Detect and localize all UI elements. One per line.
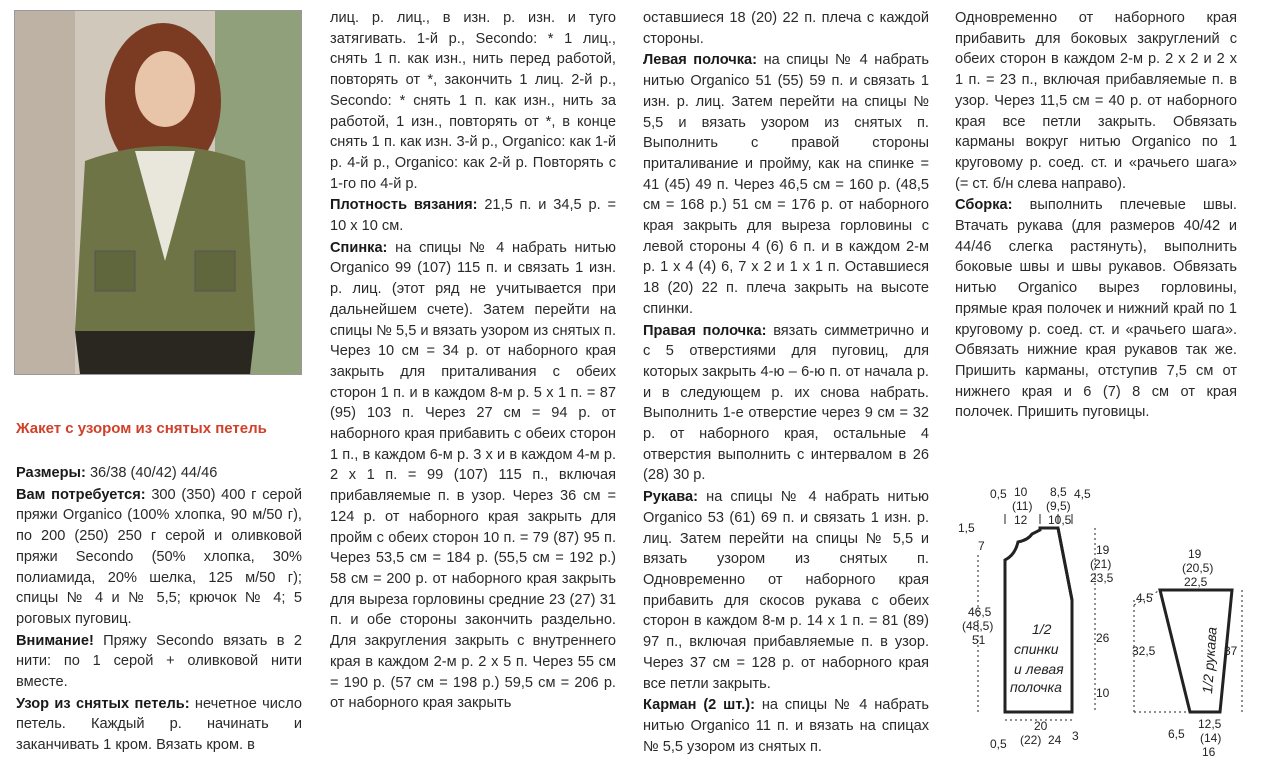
body-caption-1: 1/2 [1032, 621, 1052, 637]
body-dim-right-1: (21) [1090, 557, 1112, 571]
body-dim-bottom-4: 3 [1072, 729, 1079, 743]
right-front-paragraph [643, 321, 929, 487]
back-label: Спинка: [330, 239, 388, 256]
attention-label: Внимание! [16, 632, 94, 649]
body-dim-bottom-1: 20 [1034, 719, 1048, 733]
pocket-label: Карман (2 шт.): [643, 697, 755, 714]
materials-text: 300 (350) 400 г серой пряжи Organico (100% хлопка, 90 м/50 г), по 200 (250) 250 г серой и оливковой пряжи Secondo (50% хлопка, 30% полиамида, 20% шелка, 125 м/50 г); спицы № 4 и № 5,5; крючок № 4; 5 роговых пуговиц. [16, 486, 302, 627]
column-4 [955, 8, 1237, 424]
materials-paragraph [16, 485, 302, 630]
sleeves-text: на спицы № 4 набрать нитью Organico 53 (61) 69 п. и связать 1 изн. р. лиц. Затем перейти на спицы № 5,5 и вязать узором из снятых п. Одновременно от наборного края прибавить для скосов рукава с обеих сторон в каждом 8-м р. 14 х 1 п. = 81 (89) 97 п., включая прибавляемые п. в узор. Через 37 см = 128 р. от наборного края все петли закрыть. [643, 489, 929, 692]
pattern-schematic [950, 480, 1250, 770]
assembly-text: выполнить плечевые швы. Втачать рукава (для размеров 40/42 и 44/46 слегка растянуть), выполнить боковые швы и швы рукавов. Обвязать нитью Organico вырез горловины, прямые края полочек и нижний край по 1 круговому р. соед. ст. и «рачьего шага». Обвязать нижние края рукавов так же. Пришить карманы, отступив 7,5 см от нижнего края и 6 (7) 8 см от края полочек. Пришить пуговицы. [955, 197, 1237, 421]
sleeve-dim-bottom-3: 16 [1202, 745, 1216, 759]
body-dim-top-1: 10 [1014, 485, 1028, 499]
right-front-text: вязать симметрично и с 5 отверстиями для пуговиц, для которых закрыть 4-ю – 6-ю п. от начала р. и в следующем р. их снова набрать. Выполнить 1-е отверстие через 9 см = 32 р. от наборного края, остальные 4 отверстия выполнить с интервалом в 26 (28) 30 р. [643, 322, 929, 484]
sleeve-dim-bottom-0: 6,5 [1168, 727, 1185, 741]
body-dim-right-0: 19 [1096, 543, 1110, 557]
body-dim-top-7: 4,5 [1074, 487, 1091, 501]
column-1 [16, 463, 302, 757]
attention-paragraph [16, 631, 302, 693]
body-dim-left-3: (48,5) [962, 619, 994, 633]
pattern-continued: лиц. р. лиц., в изн. р. изн. и туго затягивать. 1-й р., Secondo: * 1 лиц., снять 1 п. как изн., нить перед работой, повторять от *, закончить 1 лиц. 2-й р., Secondo: * снять 1 п. как изн., нить за работой, 1 изн., повторять от *, в конце снять 1 п. как изн. 3-й р., Organico: как 1-й р. 4-й р., Organico: как 2-й р. Повторять с 1-го по 4-й р. [330, 10, 616, 192]
body-dim-right-2: 23,5 [1090, 571, 1114, 585]
right-front-label: Правая полочка: [643, 322, 767, 339]
body-dim-bottom-0: 0,5 [990, 737, 1007, 751]
body-dim-top-2: (11) [1012, 499, 1033, 513]
density-text: 21,5 п. и 34,5 р. = 10 х 10 см. [330, 197, 616, 235]
pocket-continued: Одновременно от наборного края прибавить для боковых закруглений с обеих сторон в каждом 2-м р. 2 х 2 и 2 х 1 п. = 23 п., включая прибавляемые п. в узор. Через 11,5 см = 40 р. от наборного края все петли закрыть. Обвязать карманы вокруг нитью Organico по 1 круговому р. соед. ст. и «рачьего шага» (= ст. б/н слева направо). [955, 10, 1237, 192]
back-paragraph [330, 238, 616, 714]
assembly-paragraph [955, 195, 1237, 423]
body-dim-left-0: 1,5 [958, 521, 975, 535]
body-dim-bottom-2: (22) [1020, 733, 1042, 747]
pocket-text: на спицы № 4 набрать нитью Organico 11 п. и вязать на спицах № 5,5 узором из снятых п. [643, 697, 929, 755]
left-front-label: Левая полочка: [643, 52, 758, 69]
pattern-paragraph [16, 694, 302, 756]
sleeve-caption: 1/2 рукава [1199, 626, 1220, 695]
sleeve-dim-top-1: (20,5) [1182, 561, 1214, 575]
sleeve-labels [1132, 547, 1238, 759]
sleeve-dim-bottom-1: 12,5 [1198, 717, 1222, 731]
body-dim-left-1: 7 [978, 539, 985, 553]
body-caption-3: и левая [1014, 661, 1064, 677]
body-dim-right-3: 26 [1096, 631, 1110, 645]
model-photo [14, 10, 302, 375]
sleeve-dim-left-1: 32,5 [1132, 644, 1156, 658]
body-caption-2: спинки [1014, 641, 1059, 657]
body-caption-4: полочка [1010, 679, 1062, 695]
assembly-label: Сборка: [955, 197, 1013, 214]
pattern-label: Узор из снятых петель: [16, 695, 190, 712]
sleeve-dim-top-2: 22,5 [1184, 575, 1208, 589]
sleeve-dim-bottom-2: (14) [1200, 731, 1222, 745]
pocket-paragraph [643, 695, 929, 757]
attention-text: Пряжу Secondo вязать в 2 нити: по 1 серой + оливковой нити вместе. [16, 632, 302, 691]
body-dim-top-4: 8,5 [1050, 485, 1067, 499]
sizes-label: Размеры: [16, 465, 86, 481]
left-front-paragraph [643, 50, 929, 319]
model-illustration [15, 11, 301, 374]
sleeve-dim-top-0: 19 [1188, 547, 1202, 561]
body-dim-right-4: 10 [1096, 686, 1110, 700]
left-front-text: на спицы № 4 набрать нитью Organico 51 (55) 59 п. и связать 1 изн. р. лиц. Затем перейти на спицы № 5,5 и вязать узором из снятых п. Выполнить с правой стороны приталивание и пройму, как на спинке = 41 (45) 49 п. Через 46,5 см = 160 р. (48,5 см = 168 р.) 51 см = 176 р. от наборного края закрыть для выреза горловины с левой стороны 4 (6) 6 п. и в каждом 2-м р. 1 х 4 (4) 6, 7 х 2 и 1 х 1 п. Оставшиеся 18 (20) 22 п. плеча закрыть на высоте спинки. [643, 52, 929, 317]
back-text: на спицы № 4 набрать нитью Organico 99 (107) 115 п. и связать 1 изн. р. лиц. (этот ряд не учитывается при дальнейшем счете). Затем перейти на спицы № 5,5 и вязать узором из снятых п. Через 10 см = 34 р. от наборного края закрыть для приталивания с обеих сторон 1 п. и в каждом 8-м р. 5 х 1 п. = 87 (95) 103 п. Через 27 см = 94 р. от наборного края прибавить с обеих сторон 1 п., в каждом 6-м р. 3 х и в каждом 4-м р. 2 х 1 п. = 99 (107) 115 п., включая прибавляемые п. в узор. Через 36 см = 124 р. от наборного края закрыть для пройм с обеих сторон 10 п. = 79 (87) 95 п. Через 53,5 см = 184 р. (55,5 см = 192 р.) 58 см = 200 р. от наборного края закрыть для выреза горловины средние 23 (27) 31 п. и обе стороны закончить раздельно. Для закругления закрыть с внутреннего края в каждом 2-м р. 2 х 5 п. Через 55 см = 190 р. (57 см = 198 р.) 59,5 см = 206 р. от наборного края закрыть [330, 239, 616, 712]
body-dim-left-2: 46,5 [968, 605, 992, 619]
materials-label: Вам потребуется: [16, 486, 146, 503]
body-dim-left-4: 51 [972, 633, 986, 647]
body-dim-top-6: 10,5 [1048, 513, 1072, 527]
sleeve-dim-left-0: 4,5 [1136, 591, 1153, 605]
body-dim-top-0: 0,5 [990, 487, 1007, 501]
sleeves-label: Рукава: [643, 489, 699, 506]
density-label: Плотность вязания: [330, 197, 478, 214]
sizes-text: 36/38 (40/42) 44/46 [85, 465, 218, 481]
sleeves-paragraph [643, 487, 929, 694]
back-continued: оставшиеся 18 (20) 22 п. плеча с каждой стороны. [643, 10, 929, 47]
body-dim-bottom-3: 24 [1048, 733, 1062, 747]
density-paragraph [330, 195, 616, 236]
sizes-paragraph [16, 463, 302, 484]
column-2 [330, 8, 616, 715]
column-3 [643, 8, 929, 758]
article-title: Жакет с узором из снятых петель [16, 420, 267, 437]
pattern-text: нечетное число петель. Каждый р. начинать и заканчивать 1 кром. Вязать кром. в [16, 695, 302, 754]
sleeve-dim-right-0: 37 [1224, 644, 1238, 658]
body-dim-top-3: 12 [1014, 513, 1028, 527]
body-dim-top-5: (9,5) [1046, 499, 1071, 513]
